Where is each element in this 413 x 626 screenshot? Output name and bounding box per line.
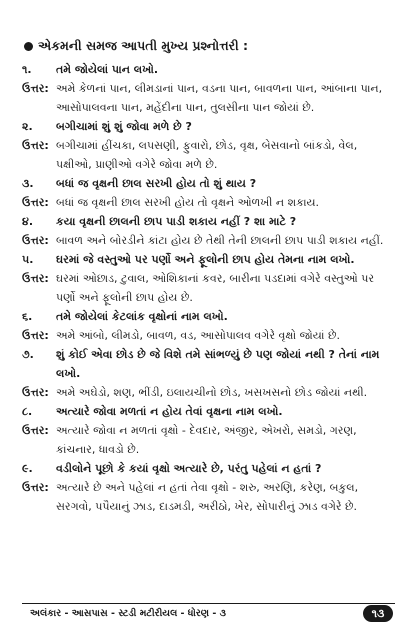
answer-label: ઉત્તર:: [22, 196, 49, 209]
question-text: વડીલોને પૂછો કે કયાં વૃક્ષો અત્યારે છે, પરંતુ પહેલાં ન હતાં ?: [56, 462, 322, 475]
question-number: ૭.: [22, 348, 34, 361]
answer-label: ઉત્તર:: [22, 234, 49, 247]
answer-label: ઉત્તર:: [22, 481, 49, 494]
question-text: કયા વૃક્ષની છાલની છાપ પાડી શકાય નહીં ? શા માટે ?: [56, 215, 297, 228]
question-text: બગીચામાં શું શું જોવા મળે છે ?: [56, 120, 192, 133]
question-4: [22, 212, 396, 231]
question-text: ઘરમાં જે વસ્તુઓ પર પર્ણો અને ફૂલોની છાપ હોય તેમના નામ લખો.: [56, 253, 355, 266]
question-number: ૬.: [22, 310, 33, 323]
question-number: ૪.: [22, 215, 33, 228]
answer-label: ઉત્તર:: [22, 272, 49, 285]
question-number: ૫.: [22, 253, 34, 266]
page-footer: [0, 603, 413, 626]
answer-text: બધાં જ વૃક્ષની છાલ સરખી હોય તો વૃક્ષને ઓળખી ન શકાય.: [56, 196, 320, 209]
question-text: બધાં જ વૃક્ષની છાલ સરખી હોય તો શું થાય ?: [56, 177, 257, 190]
answer-text: અમે અઘેડો, શણ, ભીંડી, ઇલાયચીનો છોડ, ખસખસનો છોડ જોયાં નથી.: [56, 386, 368, 399]
question-5: [22, 250, 396, 269]
question-text: શું કોઈ એવા છોડ છે જે વિશે તમે સાંભળ્યું છે પણ જોયાં નથી ? તેનાં નામ લખો.: [56, 348, 380, 380]
question-9: [22, 459, 396, 478]
question-number: ૨.: [22, 120, 33, 133]
question-6: [22, 307, 396, 326]
answer-4: [22, 231, 396, 250]
section-heading: [24, 38, 396, 54]
footer-text: અલંકાર - આસપાસ - સ્ટડી મટીરીયલ - ધોરણ - ૩: [30, 608, 226, 619]
question-text: તમે જોયેલાં કેટલાંક વૃક્ષોનાં નામ લખો.: [56, 310, 228, 323]
question-number: ૧.: [22, 63, 32, 76]
page-number: ૧૩: [363, 605, 393, 622]
bullet-icon: [24, 42, 33, 51]
answer-5: [22, 269, 396, 307]
question-number: ૯.: [22, 462, 33, 475]
question-text: તમે જોયેલાં પાન લખો.: [56, 63, 159, 76]
answer-1: [22, 79, 396, 117]
question-7: [22, 345, 396, 383]
answer-text: અમે કેળનાં પાન, લીમડાનાં પાન, વડના પાન, બાવળના પાન, આંબાના પાન, આસોપાલવના પાન, મહેંદીના પાન, તુલસીના પાન જોયાં છે.: [56, 82, 383, 114]
answer-label: ઉત્તર:: [22, 82, 49, 95]
answer-text: અત્યારે જોવા ન મળતાં વૃક્ષો - દેવદાર, અંજીર, એખરો, સમડો, ગરણ, કાંચનાર, ધાવડો છે.: [56, 424, 357, 456]
section-heading-text: એકમની સમજ આપતી મુખ્ય પ્રશ્નોત્તરી :: [38, 38, 249, 53]
answer-3: [22, 193, 396, 212]
question-number: ૮.: [22, 405, 33, 418]
question-3: [22, 174, 396, 193]
answer-text: બગીચામાં હીંચકા, લપસણી, ફુવારો, છોડ, વૃક્ષ, બેસવાનો બાંકડો, વેલ, પક્ષીઓ, પ્રાણીઓ વગેરે જોવા મળે છે.: [56, 139, 358, 171]
answer-label: ઉત્તર:: [22, 329, 49, 342]
answer-7: [22, 383, 396, 402]
answer-2: [22, 136, 396, 174]
answer-9: [22, 478, 396, 516]
footer-divider: [22, 603, 395, 604]
answer-label: ઉત્તર:: [22, 386, 49, 399]
answer-label: ઉત્તર:: [22, 424, 49, 437]
answer-text: અમે આંબો, લીમડો, બાવળ, વડ, આસોપાલવ વગેરે વૃક્ષો જોયાં છે.: [56, 329, 340, 342]
answer-8: [22, 421, 396, 459]
answer-text: બાવળ અને બોરડીને કાંટા હોય છે તેથી તેની છાલની છાપ પાડી શકાય નહીં.: [56, 234, 384, 247]
question-2: [22, 117, 396, 136]
answer-text: અત્યારે છે અને પહેલાં ન હતાં તેવા વૃક્ષો - શરુ, અરણિ, કરેણ, બકુલ, સરગવો, પપૈયાનું ઝાડ, દાડમડી, અરીઠો, ખેર, સોપારીનું ઝાડ વગેરે છે.: [56, 481, 359, 513]
answer-text: ઘરમાં ઓછાડ, ટુવાલ, ઓશિકાનાં કવર, બારીના પડદામાં વગેરે વસ્તુઓ પર પર્ણો અને ફૂલોની છાપ હોય છે.: [56, 272, 375, 304]
question-8: [22, 402, 396, 421]
answer-label: ઉત્તર:: [22, 139, 49, 152]
question-text: અત્યારે જોવા મળતાં ન હોય તેવાં વૃક્ષના નામ લખો.: [56, 405, 283, 418]
question-1: [22, 60, 396, 79]
answer-6: [22, 326, 396, 345]
question-number: ૩.: [22, 177, 34, 190]
qa-section: [22, 38, 396, 516]
